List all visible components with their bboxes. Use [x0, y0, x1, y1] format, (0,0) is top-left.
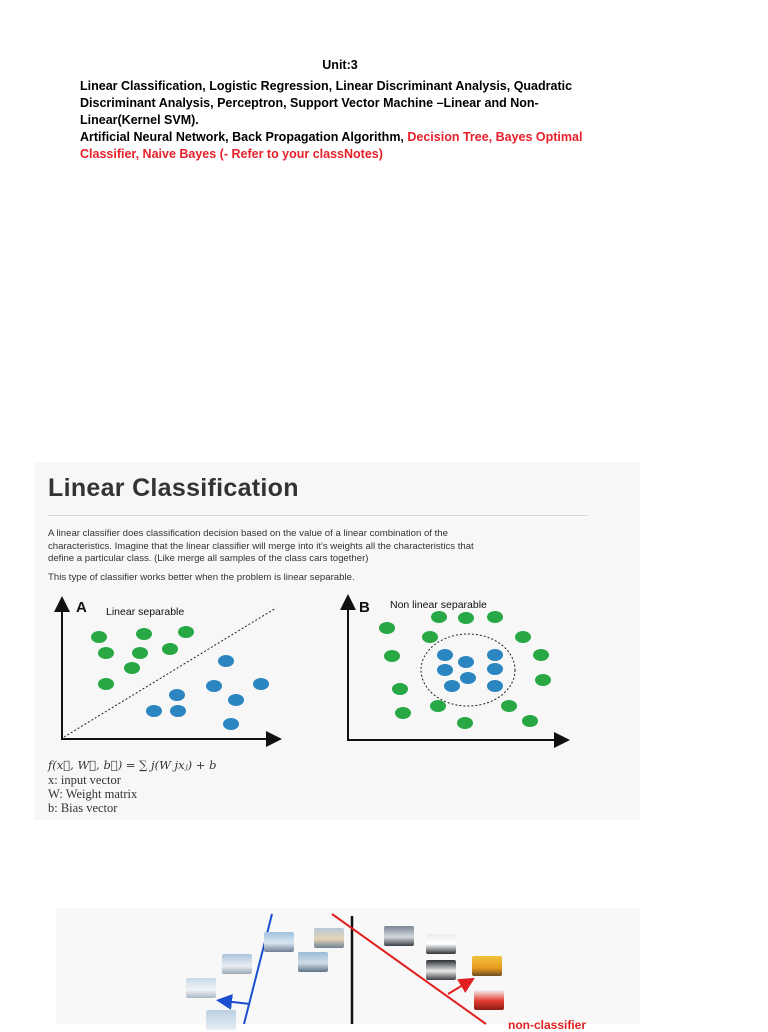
topics-line-4-red: Decision Tree, Bayes Optimal — [407, 130, 583, 144]
legend-bias-vector: b: Bias vector — [48, 801, 118, 815]
classifier-formula: f(x⃗, W⃗, b⃗) = ∑ j(W jxⱼ) + b — [48, 758, 217, 772]
image-classifier-figure — [56, 908, 640, 1032]
ship-thumbnail — [264, 932, 294, 952]
linear-classification-slide — [34, 462, 640, 820]
plot-a-green-point — [136, 628, 152, 640]
plot-b-green-point — [395, 707, 411, 719]
slide-note: This type of classifier works better when the problem is linear separable. — [48, 572, 355, 583]
plot-a-blue-point — [218, 655, 234, 667]
plot-b-green-point — [379, 622, 395, 634]
plot-a-blue-point — [253, 678, 269, 690]
plot-a-green-point — [178, 626, 194, 638]
plot-b-green-point — [515, 631, 531, 643]
plot-a-green-point — [91, 631, 107, 643]
plot-a — [62, 599, 276, 740]
plane-thumbnail — [186, 978, 216, 998]
plot-b-green-point — [458, 612, 474, 624]
car-thumbnail — [474, 990, 504, 1010]
car-thumbnail — [426, 934, 456, 954]
plot-a-points — [91, 626, 269, 730]
slide-paragraph-line-3: define a particular class. (Like merge all samples of the class cars together) — [48, 553, 369, 564]
plot-b — [348, 599, 562, 741]
plot-b-green-point — [384, 650, 400, 662]
plot-b-blue-point — [460, 672, 476, 684]
classifier-lines — [56, 908, 640, 1024]
red-normal-arrow — [448, 982, 468, 994]
page-header — [80, 58, 600, 163]
plot-a-blue-point — [169, 689, 185, 701]
plot-b-label: Non linear separable — [390, 599, 487, 611]
plot-b-blue-point — [487, 680, 503, 692]
plane-thumbnail — [206, 1010, 236, 1030]
plot-b-blue-point — [437, 664, 453, 676]
topics-line-2: Discriminant Analysis, Perceptron, Support Vector Machine –Linear and Non- — [80, 96, 539, 110]
plot-a-label: Linear separable — [106, 606, 185, 618]
car-thumbnail — [472, 956, 502, 976]
plot-b-green-point — [422, 631, 438, 643]
plane-thumbnail — [222, 954, 252, 974]
plot-b-blue-point — [437, 649, 453, 661]
plot-a-green-point — [98, 647, 114, 659]
blue-normal-arrow — [224, 1001, 250, 1004]
plot-a-green-point — [124, 662, 140, 674]
plot-a-green-point — [132, 647, 148, 659]
slide-title: Linear Classification — [48, 474, 299, 502]
plot-a-blue-point — [223, 718, 239, 730]
topics-line-4: Artificial Neural Network, Back Propagation Algorithm, — [80, 130, 408, 144]
plot-b-green-point — [392, 683, 408, 695]
plot-b-green-point — [501, 700, 517, 712]
legend-weight-matrix: W: Weight matrix — [48, 787, 138, 801]
topics-line-5-red: Classifier, Naive Bayes (- Refer to your classNotes) — [80, 147, 383, 161]
topics-line-1: Linear Classification, Logistic Regression, Linear Discriminant Analysis, Quadratic — [80, 79, 573, 93]
slide-paragraph-line-2: characteristics. Imagine that the linear classifier will merge into it's weights all the characteristics that — [48, 540, 474, 552]
plot-b-green-point — [487, 611, 503, 623]
car-thumbnail — [426, 960, 456, 980]
plot-b-points — [379, 611, 551, 729]
plot-b-letter: B — [359, 599, 370, 616]
plot-b-blue-point — [487, 663, 503, 675]
plot-b-green-point — [533, 649, 549, 661]
unit-title: Unit:3 — [322, 58, 358, 72]
plot-b-blue-point — [487, 649, 503, 661]
car-thumbnail — [384, 926, 414, 946]
slide-paragraph-line-1: A linear classifier does classification decision based on the value of a linear combination of the — [48, 528, 448, 539]
plot-a-green-point — [98, 678, 114, 690]
plot-a-blue-point — [228, 694, 244, 706]
plot-a-blue-point — [170, 705, 186, 717]
plot-b-green-point — [535, 674, 551, 686]
plot-a-green-point — [162, 643, 178, 655]
plot-a-blue-point — [206, 680, 222, 692]
plot-a-letter: A — [76, 599, 87, 616]
plot-a-blue-point — [146, 705, 162, 717]
topics-line-3: Linear(Kernel SVM). — [80, 113, 199, 127]
partial-classifier-label: non-classifier — [508, 1018, 587, 1032]
ship-thumbnail — [314, 928, 344, 948]
plot-b-green-point — [431, 611, 447, 623]
topics-text — [80, 78, 600, 163]
ship-thumbnail — [298, 952, 328, 972]
legend-input-vector: x: input vector — [48, 773, 121, 787]
plot-a-separator-line — [64, 608, 276, 737]
plot-b-green-point — [522, 715, 538, 727]
plot-b-blue-point — [458, 656, 474, 668]
plot-b-blue-point — [444, 680, 460, 692]
plot-b-green-point — [457, 717, 473, 729]
plot-b-green-point — [430, 700, 446, 712]
